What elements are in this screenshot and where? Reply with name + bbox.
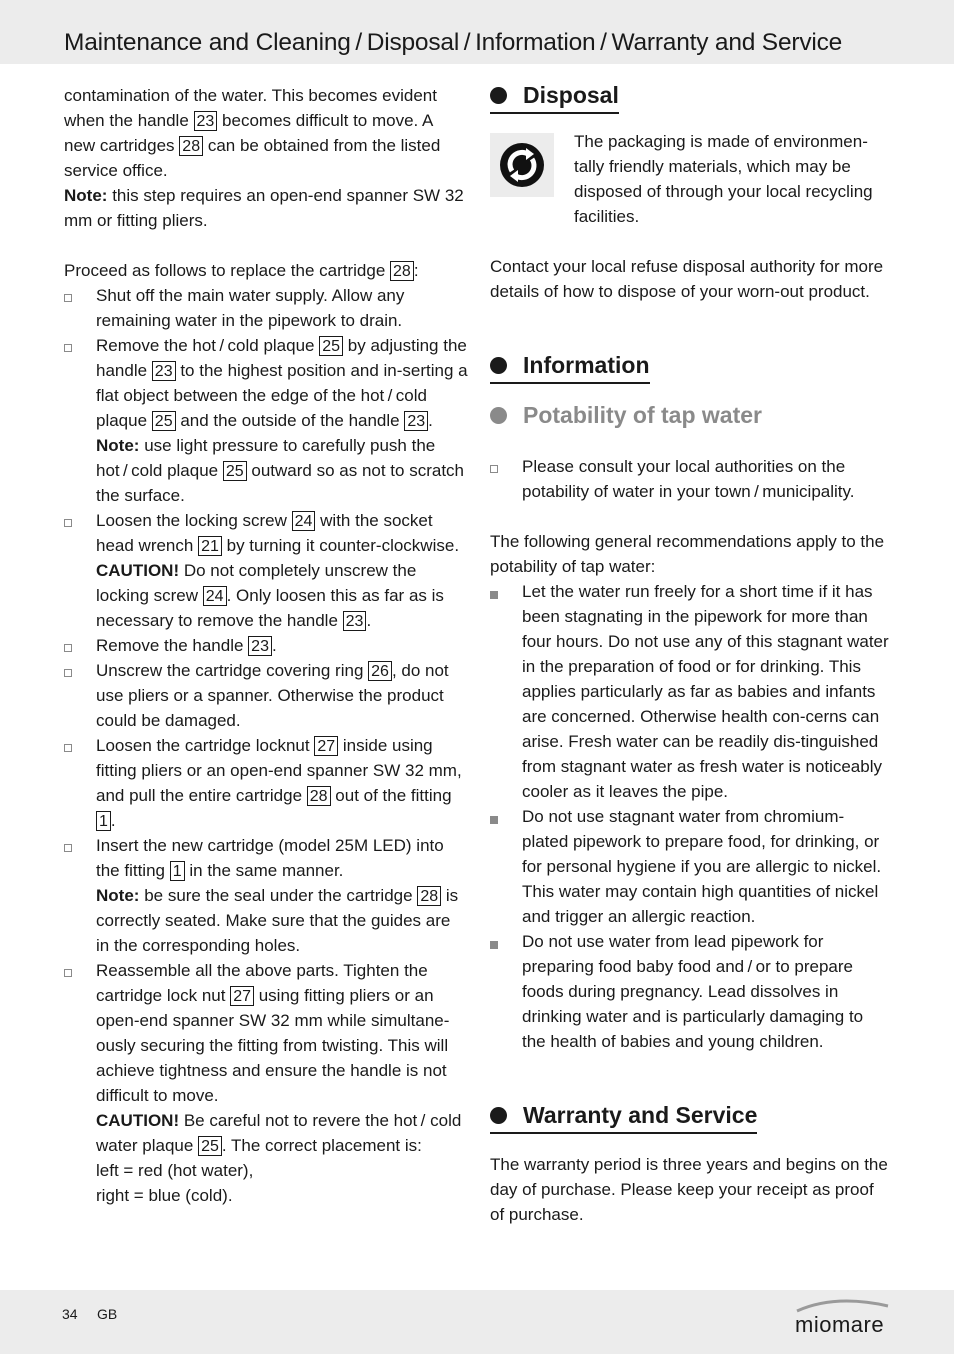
brand-logo <box>795 1298 890 1342</box>
ref-badge: 26 <box>368 661 392 681</box>
ref-badge: 23 <box>152 361 176 381</box>
list-item: Reassemble all the above parts. Tighten the cartridge lock nut 27 using fitting pliers or an open-end spanner SW 32 mm while simultane-ously securing the fitting from twisting. This will achieve tightness and ensure the handle is not difficult to move. CAUTION! Be careful not to revere the hot / cold water plaque 25 . The correct placement is: left = red (hot water), right = blue (cold). <box>64 958 468 1208</box>
disposal-row <box>490 129 890 229</box>
list-item: Shut off the main water supply. Allow any remaining water in the pipework to drain. <box>64 283 468 333</box>
list-item: Loosen the cartridge locknut 27 inside using fitting pliers or an open-end spanner SW 32 mm, and pull the entire cartridge 28 out of the fitting 1 . <box>64 733 468 833</box>
list-item: Please consult your local authorities on the potability of water in your town / municipality. <box>490 454 890 504</box>
ref-badge: 25 <box>223 461 247 481</box>
ref-badge: 23 <box>194 111 218 131</box>
list-item: Loosen the locking screw 24 with the socket head wrench 21 by turning it counter-clockwise. CAUTION! Do not completely unscrew the locking screw 24 . Only loosen this as far as is necessary to remove the handle 23 . <box>64 508 468 633</box>
list-item: Remove the hot / cold plaque 25 by adjusting the handle 23 to the highest position and in-serting a flat object between the edge of the hot / cold plaque 25 and the outside of the handle 23 . Note: use light pressure to carefully push the hot / cold plaque 25 outward so as not to scratch the surface. <box>64 333 468 508</box>
warranty-heading: Warranty and Service <box>490 1100 757 1134</box>
left-column <box>64 83 468 1208</box>
page-title: Maintenance and Cleaning / Disposal / Information / Warranty and Service <box>64 29 843 56</box>
list-item: Insert the new cartridge (model 25M LED) into the fitting 1 in the same manner. Note: be sure the seal under the cartridge 28 is correctly seated. Make sure that the guides are in the corresponding holes. <box>64 833 468 958</box>
ref-badge: 27 <box>314 736 338 756</box>
page-footer <box>0 1290 954 1354</box>
page-number: 34 <box>62 1306 78 1322</box>
ref-badge: 25 <box>152 411 176 431</box>
recommendations-list <box>490 579 890 1054</box>
potability-list <box>490 454 890 504</box>
ref-badge: 23 <box>248 636 272 656</box>
bullet-dot-icon <box>490 87 507 104</box>
ref-badge: 24 <box>292 511 316 531</box>
ref-badge: 28 <box>179 136 203 156</box>
information-heading: Information <box>490 350 650 384</box>
disposal-heading: Disposal <box>490 80 619 114</box>
disposal-contact: Contact your local refuse disposal authority for more details of how to dispose of your worn-out product. <box>490 257 884 301</box>
proceed-paragraph: Proceed as follows to replace the cartridge 28 : <box>64 261 419 280</box>
ref-badge: 25 <box>319 336 343 356</box>
ref-badge: 25 <box>198 1136 222 1156</box>
list-item: Let the water run freely for a short time if it has been stagnating in the pipework for more than four hours. Do not use any of this stagnant water in the preparation of food or for drinking. This applies particularly as far as babies and infants are concerned. Otherwise health con-cerns can arise. Fresh water can be readily dis-tinguished from stagnant water as fresh water is noticeably cooler as it leaves the pipe. <box>490 579 890 804</box>
page-header <box>0 0 954 64</box>
note-paragraph: Note: this step requires an open-end spanner SW 32 mm or fitting pliers. <box>64 186 464 230</box>
disposal-text: The packaging is made of environmen-tally friendly materials, which may be disposed of through your local recycling facilities. <box>574 132 873 226</box>
ref-badge: 24 <box>203 586 227 606</box>
list-item: Remove the handle 23 . <box>64 633 468 658</box>
ref-badge: 1 <box>170 861 185 881</box>
ref-badge: 21 <box>198 536 222 556</box>
logo-text: miomare <box>795 1312 885 1337</box>
intro-paragraph: contamination of the water. This becomes evident when the handle 23 becomes difficult to move. A new cartridges 28 can be obtained from the listed service office. <box>64 86 441 180</box>
ref-badge: 1 <box>96 811 111 831</box>
right-column <box>490 83 890 1227</box>
ref-badge: 23 <box>404 411 428 431</box>
ref-badge: 28 <box>390 261 414 281</box>
language-code: GB <box>97 1306 118 1322</box>
replacement-steps <box>64 283 468 1208</box>
ref-badge: 23 <box>343 611 367 631</box>
bullet-dot-icon <box>490 357 507 374</box>
list-item: Do not use water from lead pipework for preparing food baby food and / or to prepare foods during pregnancy. Lead dissolves in drinking water and is particularly damaging to the health of babies and young children. <box>490 929 890 1054</box>
list-item: Do not use stagnant water from chromium-plated pipework to prepare food, for drinking, or for personal hygiene if you are allergic to nickel. This water may contain high quantities of nickel and trigger an allergic reaction. <box>490 804 890 929</box>
potability-heading: Potability of tap water <box>490 400 890 430</box>
bullet-dot-icon <box>490 407 507 424</box>
bullet-dot-icon <box>490 1107 507 1124</box>
list-item: Unscrew the cartridge covering ring 26 , do not use pliers or a spanner. Otherwise the product could be damaged. <box>64 658 468 733</box>
ref-badge: 28 <box>417 886 441 906</box>
general-intro: The following general recommendations apply to the potability of tap water: <box>490 532 885 576</box>
warranty-text: The warranty period is three years and begins on the day of purchase. Please keep your receipt as proof of purchase. <box>490 1155 888 1224</box>
ref-badge: 28 <box>307 786 331 806</box>
ref-badge: 27 <box>230 986 254 1006</box>
green-dot-icon <box>490 133 554 197</box>
